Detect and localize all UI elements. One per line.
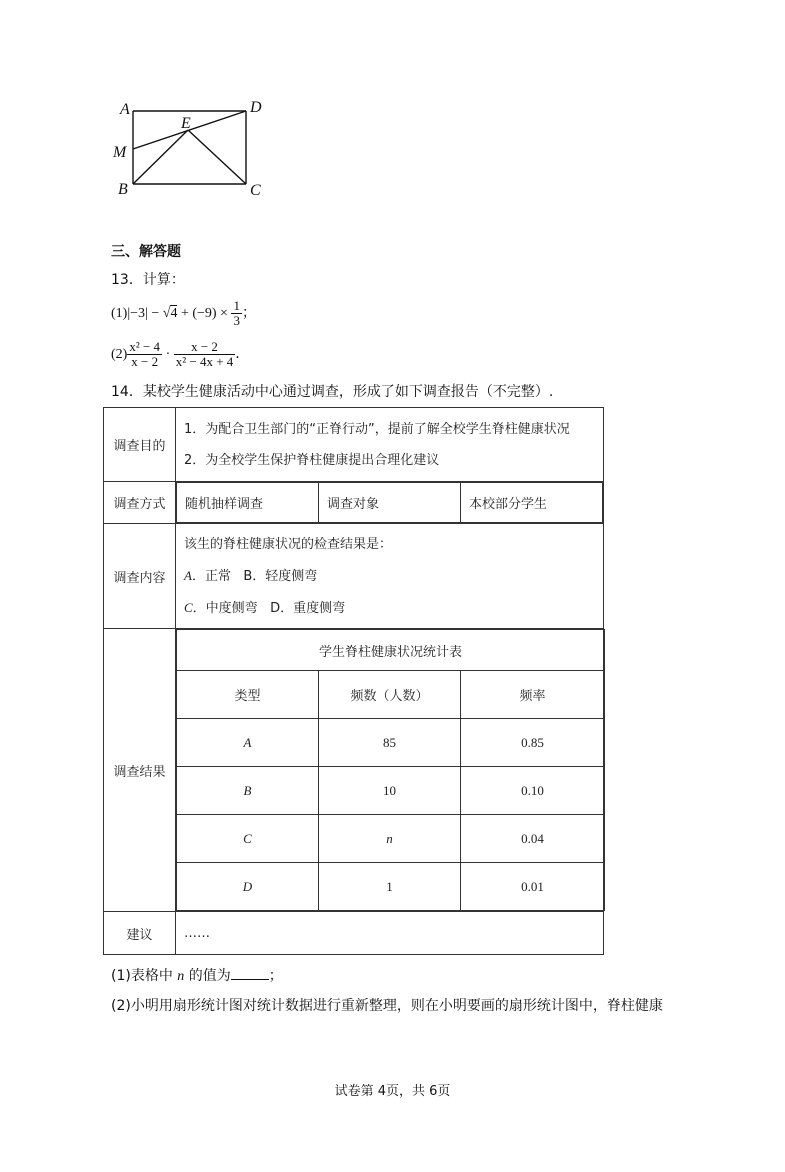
sub1-prefix: (1)表格中 xyxy=(111,968,178,984)
answer-blank[interactable] xyxy=(231,965,269,980)
q13-stem: 13．计算： xyxy=(111,272,185,288)
q13-p2-suffix: ． xyxy=(235,347,250,362)
row-count: 1 xyxy=(319,863,461,911)
fraction-denominator: 3 xyxy=(233,313,240,329)
q13-p1-op1: − xyxy=(147,306,163,321)
sqrt-icon: √ xyxy=(162,306,171,321)
option-c-text: ．中度侧弯 xyxy=(192,600,258,616)
page-footer: 试卷第 4页，共 6页 xyxy=(334,1084,451,1099)
sub1-suffix: 的值为 xyxy=(184,968,231,984)
result-cell xyxy=(176,629,604,912)
geometry-figure xyxy=(108,92,278,204)
segment-BE xyxy=(133,130,188,184)
purpose-cell xyxy=(176,408,604,482)
content-options-ab xyxy=(176,560,603,592)
label-B: B xyxy=(118,181,128,198)
suggestion-label: 建议 xyxy=(104,912,176,955)
q13-p1-radicand: 4 xyxy=(170,306,178,321)
q14-sub2: (2)小明用扇形统计图对统计数据进行重新整理，则在小明要画的扇形统计图中，脊柱健康 xyxy=(111,998,663,1014)
label-D: D xyxy=(250,99,262,116)
table-row xyxy=(177,719,605,767)
option-d-letter: D xyxy=(270,600,281,616)
table-row xyxy=(177,863,605,911)
purpose-label: 调查目的 xyxy=(104,408,176,482)
option-b-letter: B xyxy=(243,568,253,584)
sub1-variable: n xyxy=(177,969,185,984)
content-line-1: 该生的脊柱健康状况的检查结果是： xyxy=(184,536,393,552)
fraction-numerator: x − 2 xyxy=(174,340,236,355)
label-M: M xyxy=(113,144,127,161)
q13-p1-suffix: ； xyxy=(241,305,256,321)
content-label: 调查内容 xyxy=(104,524,176,629)
method-row xyxy=(176,482,603,523)
fraction-numerator: 1 xyxy=(233,298,240,314)
row-type: A xyxy=(177,719,319,767)
row-type: D xyxy=(177,863,319,911)
q13-p1-op2: + (−9) × xyxy=(177,306,232,321)
q13-part2 xyxy=(111,339,249,373)
option-c-letter: C xyxy=(184,599,193,615)
header-frequency: 频率 xyxy=(461,671,605,719)
purpose-line-1: 1．为配合卫生部门的“正脊行动”，提前了解全校学生脊柱健康状况 xyxy=(184,421,570,437)
table-row xyxy=(177,815,605,863)
row-type: C xyxy=(177,815,319,863)
row-frequency: 0.04 xyxy=(461,815,605,863)
q13-p2-prefix: (2) xyxy=(111,347,128,362)
q13-p2-fraction-1 xyxy=(127,340,162,369)
label-C: C xyxy=(250,182,261,199)
header-type: 类型 xyxy=(177,671,319,719)
header-count: 频数（人数） xyxy=(319,671,461,719)
object-value: 本校部分学生 xyxy=(461,483,603,523)
row-count: 10 xyxy=(319,767,461,815)
object-label: 调查对象 xyxy=(319,483,461,523)
fraction-denominator: x² − 4x + 4 xyxy=(175,354,234,370)
row-frequency: 0.10 xyxy=(461,767,605,815)
row-type: B xyxy=(177,767,319,815)
option-b-text: ．轻度侧弯 xyxy=(252,568,318,584)
q14-stem: 14．某校学生健康活动中心通过调查，形成了如下调查报告（不完整）. xyxy=(111,384,554,400)
content-options-cd xyxy=(176,592,603,624)
q13-p1-abs: |−3| xyxy=(127,306,148,321)
sub1-end: ； xyxy=(268,968,283,984)
q14-sub1 xyxy=(111,965,283,986)
row-count: n xyxy=(319,815,461,863)
fraction-numerator: x² − 4 xyxy=(129,339,161,355)
option-a-text: ．正常 xyxy=(191,568,231,584)
result-label: 调查结果 xyxy=(104,629,176,912)
q13-p1-fraction xyxy=(231,299,242,328)
section-title: 三、解答题 xyxy=(111,244,181,260)
method-value: 随机抽样调查 xyxy=(177,483,319,523)
content-cell xyxy=(176,524,604,629)
q13-p2-dot: · xyxy=(162,347,174,362)
purpose-line-2: 2．为全校学生保护脊柱健康提出合理化建议 xyxy=(184,452,440,468)
label-A: A xyxy=(120,101,130,118)
label-E: E xyxy=(181,115,191,132)
q13-p2-fraction-2 xyxy=(174,340,236,369)
stats-table-title: 学生脊柱健康状况统计表 xyxy=(177,630,605,671)
q13-part1 xyxy=(111,297,256,331)
row-count: 85 xyxy=(319,719,461,767)
table-row xyxy=(177,767,605,815)
row-frequency: 0.85 xyxy=(461,719,605,767)
row-frequency: 0.01 xyxy=(461,863,605,911)
survey-report-table xyxy=(103,407,604,955)
option-a-letter: A xyxy=(184,567,192,583)
method-label: 调查方式 xyxy=(104,482,176,524)
stats-table xyxy=(176,629,605,911)
method-cell xyxy=(176,482,604,524)
q13-p1-prefix: (1) xyxy=(111,306,128,321)
suggestion-value: …… xyxy=(176,912,604,955)
option-d-text: ．重度侧弯 xyxy=(280,600,346,616)
segment-EC xyxy=(188,130,246,184)
fraction-denominator: x − 2 xyxy=(131,354,159,370)
